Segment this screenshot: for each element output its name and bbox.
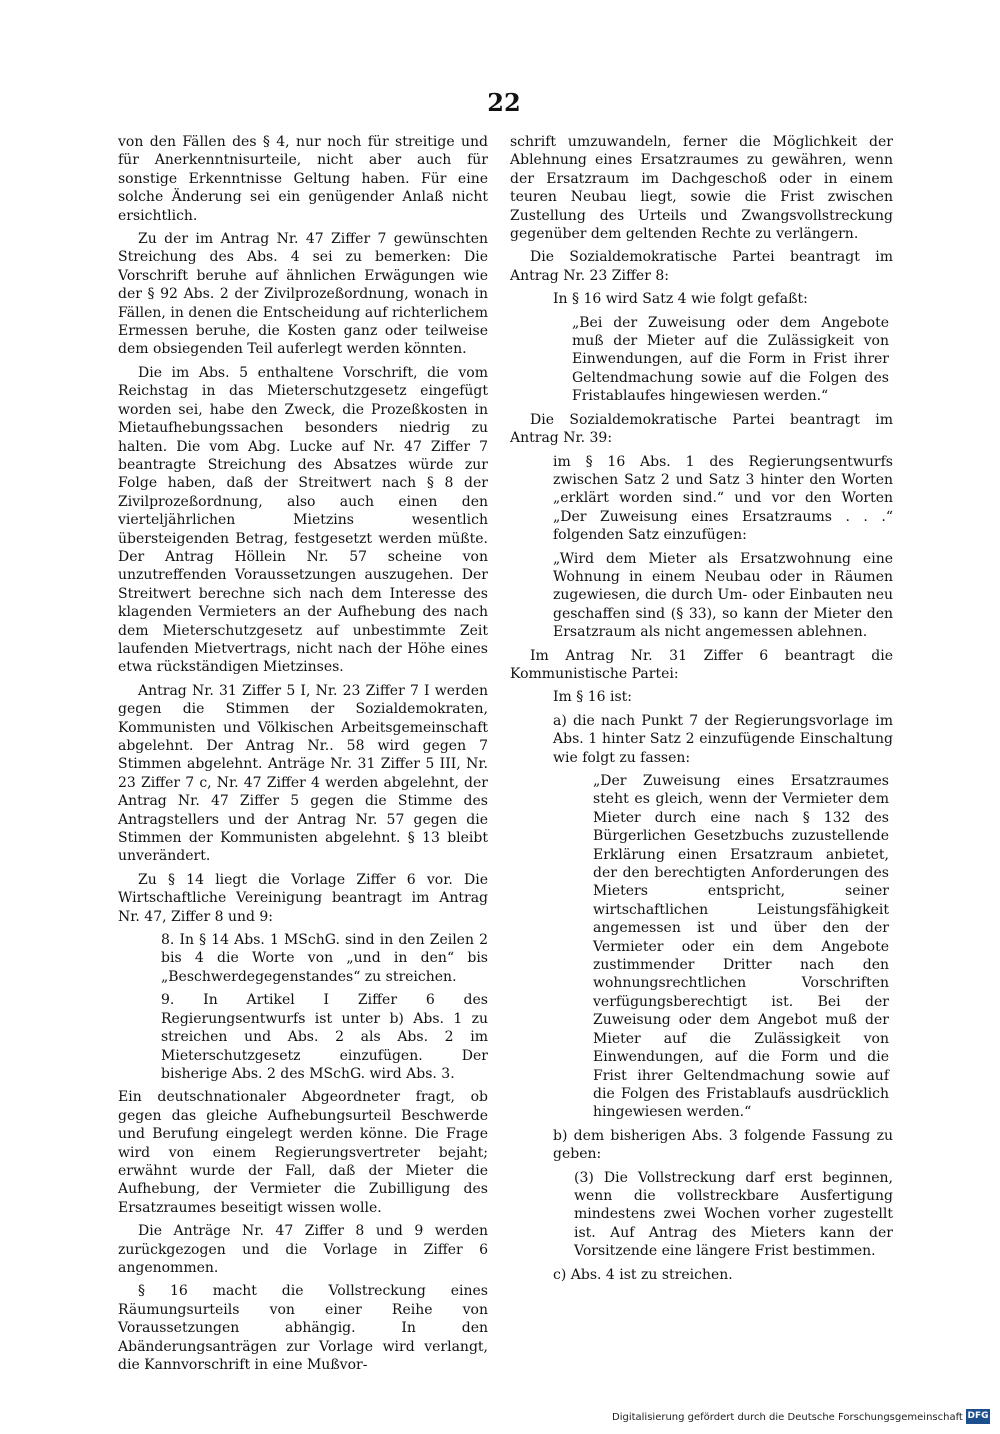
paragraph: Im § 16 ist: [553, 689, 632, 706]
paragraph: Ein deutschnationaler Abgeordneter fragt, ob gegen das gleiche Aufhebungsurteil Beschwerde und Berufung eingelegt werden könne. Die Frage wird von einem Regierungsvertreter bejaht; erwähnt wurde der Fall, daß der Mieter die Aufhebung, der Vermieter die Zubilligung des Ersatzraumes beseitigt wissen wolle. [118, 1089, 488, 1216]
quoted-item: „Bei der Zuweisung oder dem Angebote muß der Mieter auf die Zulässigkeit von Einwendungen, auf die Form in Frist ihrer Geltendmachung sowie auf die Folgen des Fristablaufes hingewiesen werden.“ [572, 314, 889, 405]
quoted-item: 9. In Artikel I Ziffer 6 des Regierungsentwurfs ist unter b) Abs. 1 zu streichen und Abs. 2 als Abs. 2 im Mieterschutzgesetz einzufügen. Der bisherige Abs. 2 des MSchG. wird Abs. 3. [161, 992, 488, 1082]
right-column [510, 133, 893, 1289]
paragraph: In § 16 wird Satz 4 wie folgt gefaßt: [553, 291, 808, 308]
paragraph: Zu § 14 liegt die Vorlage Ziffer 6 vor. Die Wirtschaftliche Vereinigung beantragt im Antrag Nr. 47, Ziffer 8 und 9: [118, 871, 488, 925]
list-item: b) dem bisherigen Abs. 3 folgende Fassung zu geben: [553, 1127, 893, 1163]
list-item: a) die nach Punkt 7 der Regierungsvorlage im Abs. 1 hinter Satz 2 einzufügende Einschaltung wie folgt zu fassen: [553, 712, 893, 766]
paragraph: Die Sozialdemokratische Partei beantragt im Antrag Nr. 39: [510, 411, 893, 447]
list-item: c) Abs. 4 ist zu streichen. [553, 1266, 733, 1283]
footer-credit: Digitalisierung gefördert durch die Deutsche Forschungsgemeinschaft [612, 1412, 963, 1423]
left-column [118, 133, 488, 1379]
paragraph: § 16 macht die Vollstreckung eines Räumungsurteils von einer Reihe von Voraussetzungen abhängig. In den Abänderungsanträgen zur Vorlage wird verlangt, die Kannvorschrift in eine Mußvor- [118, 1283, 488, 1373]
paragraph: Die im Abs. 5 enthaltene Vorschrift, die vom Reichstag in das Mieterschutzgesetz eingefügt worden sei, habe den Zweck, die Prozeßkosten in Mietaufhebungssachen besonders niedrig zu halten. Die vom Abg. Lucke auf Nr. 47 Ziffer 7 beantragte Streichung des Absatzes würde zur Folge haben, daß der Streitwert nach § 8 der Zivilprozeßordnung, also auch einen den vierteljährlichen Mietzins wesentlich übersteigenden Betrag, festgesetzt werden müßte. Der Antrag Höllein Nr. 57 scheine von unzutreffenden Voraussetzungen auszugehen. Der Streitwert berechne sich nach dem Interesse des klagenden Vermieters an der Aufhebung des nach dem Mieterschutzgesetz auf unbestimmte Zeit laufenden Mietvertrags, nicht nach der Höhe eines etwa rückständigen Mietzinses. [118, 364, 488, 676]
dfg-logo: DFG [966, 1409, 990, 1424]
paragraph: schrift umzuwandeln, ferner die Möglichkeit der Ablehnung eines Ersatzraumes zu gewähren, wenn der Ersatzraum im Dachgeschoß oder in einem teuren Neubau liegt, sowie die Frist zwischen Zustellung des Urteils und Zwangsvollstreckung gegenüber dem geltenden Rechte zu verlängern. [510, 134, 893, 243]
quoted-item: „Wird dem Mieter als Ersatzwohnung eine Wohnung in einem Neubau oder in Räumen zugewiesen, die durch Um- oder Einbauten neu geschaffen sind (§ 33), so kann der Mieter den Ersatzraum als nicht angemessen ablehnen. [553, 550, 893, 641]
quoted-item: 8. In § 14 Abs. 1 MSchG. sind in den Zeilen 2 bis 4 die Worte von „und in den“ bis „Beschwerdegegenstandes“ zu streichen. [161, 932, 488, 985]
page-number: 22 [487, 88, 521, 117]
paragraph: von den Fällen des § 4, nur noch für streitige und für Anerkenntnisurteile, nicht aber auch für sonstige Erkenntnisse Geltung haben. Für eine solche Änderung sei ein genügender Anlaß nicht ersichtlich. [118, 134, 488, 224]
paragraph: Zu der im Antrag Nr. 47 Ziffer 7 gewünschten Streichung des Abs. 4 sei zu bemerken: Die Vorschrift beruhe auf ähnlichen Erwägungen wie der § 92 Abs. 2 der Zivilprozeßordnung, wonach in Fällen, in denen die Entscheidung auf richterlichem Ermessen beruhe, die Kosten ganz oder teilweise dem obsiegenden Teil auferlegt werden könnten. [118, 231, 488, 358]
paragraph: Die Sozialdemokratische Partei beantragt im Antrag Nr. 23 Ziffer 8: [510, 249, 893, 284]
quoted-item: „Der Zuweisung eines Ersatzraumes steht es gleich, wenn der Vermieter dem Mieter durch eine nach § 132 des Bürgerlichen Gesetzbuchs zuzustellende Erklärung einen Ersatzraum anbietet, der den berechtigten Anforderungen des Mieters entspricht, seiner wirtschaftlichen Leistungsfähigkeit angemessen ist und über den der Vermieter oder ein dem Angebote zustimmender Dritter nach den wohnungsrechtlichen Vorschriften verfügungsberechtigt ist. Bei der Zuweisung oder dem Angebot muß der Mieter auf die Zulässigkeit von Einwendungen, auf die Form und die Frist ihrer Geltendmachung sowie auf die Folgen des Fristablaufs ausdrücklich hingewiesen werden.“ [593, 773, 889, 1121]
quoted-item: im § 16 Abs. 1 des Regierungsentwurfs zwischen Satz 2 und Satz 3 hinter den Worten „erklärt worden sind.“ und vor den Worten „Der Zuweisung eines Ersatzraums . . .“ folgenden Satz einzufügen: [553, 453, 893, 544]
quoted-item: (3) Die Vollstreckung darf erst beginnen, wenn die vollstreckbare Ausfertigung mindestens zwei Wochen vorher zugestellt ist. Auf Antrag des Mieters kann der Vorsitzende eine längere Frist bestimmen. [574, 1169, 893, 1260]
paragraph: Antrag Nr. 31 Ziffer 5 I, Nr. 23 Ziffer 7 I werden gegen die Stimmen der Sozialdemokraten, Kommunisten und Völkischen Arbeitsgemeinschaft abgelehnt. Der Antrag Nr.. 58 wird gegen 7 Stimmen abgelehnt. Anträge Nr. 31 Ziffer 5 III, Nr. 23 Ziffer 7 c, Nr. 47 Ziffer 4 werden abgelehnt, der Antrag Nr. 47 Ziffer 5 gegen die Stimme des Antragstellers und der Antrag Nr. 57 gegen die Stimmen der Kommunisten abgelehnt. § 13 bleibt unverändert. [118, 682, 488, 865]
paragraph: Die Anträge Nr. 47 Ziffer 8 und 9 werden zurückgezogen und die Vorlage in Ziffer 6 angenommen. [118, 1223, 488, 1276]
paragraph: Im Antrag Nr. 31 Ziffer 6 beantragt die Kommunistische Partei: [510, 647, 893, 682]
